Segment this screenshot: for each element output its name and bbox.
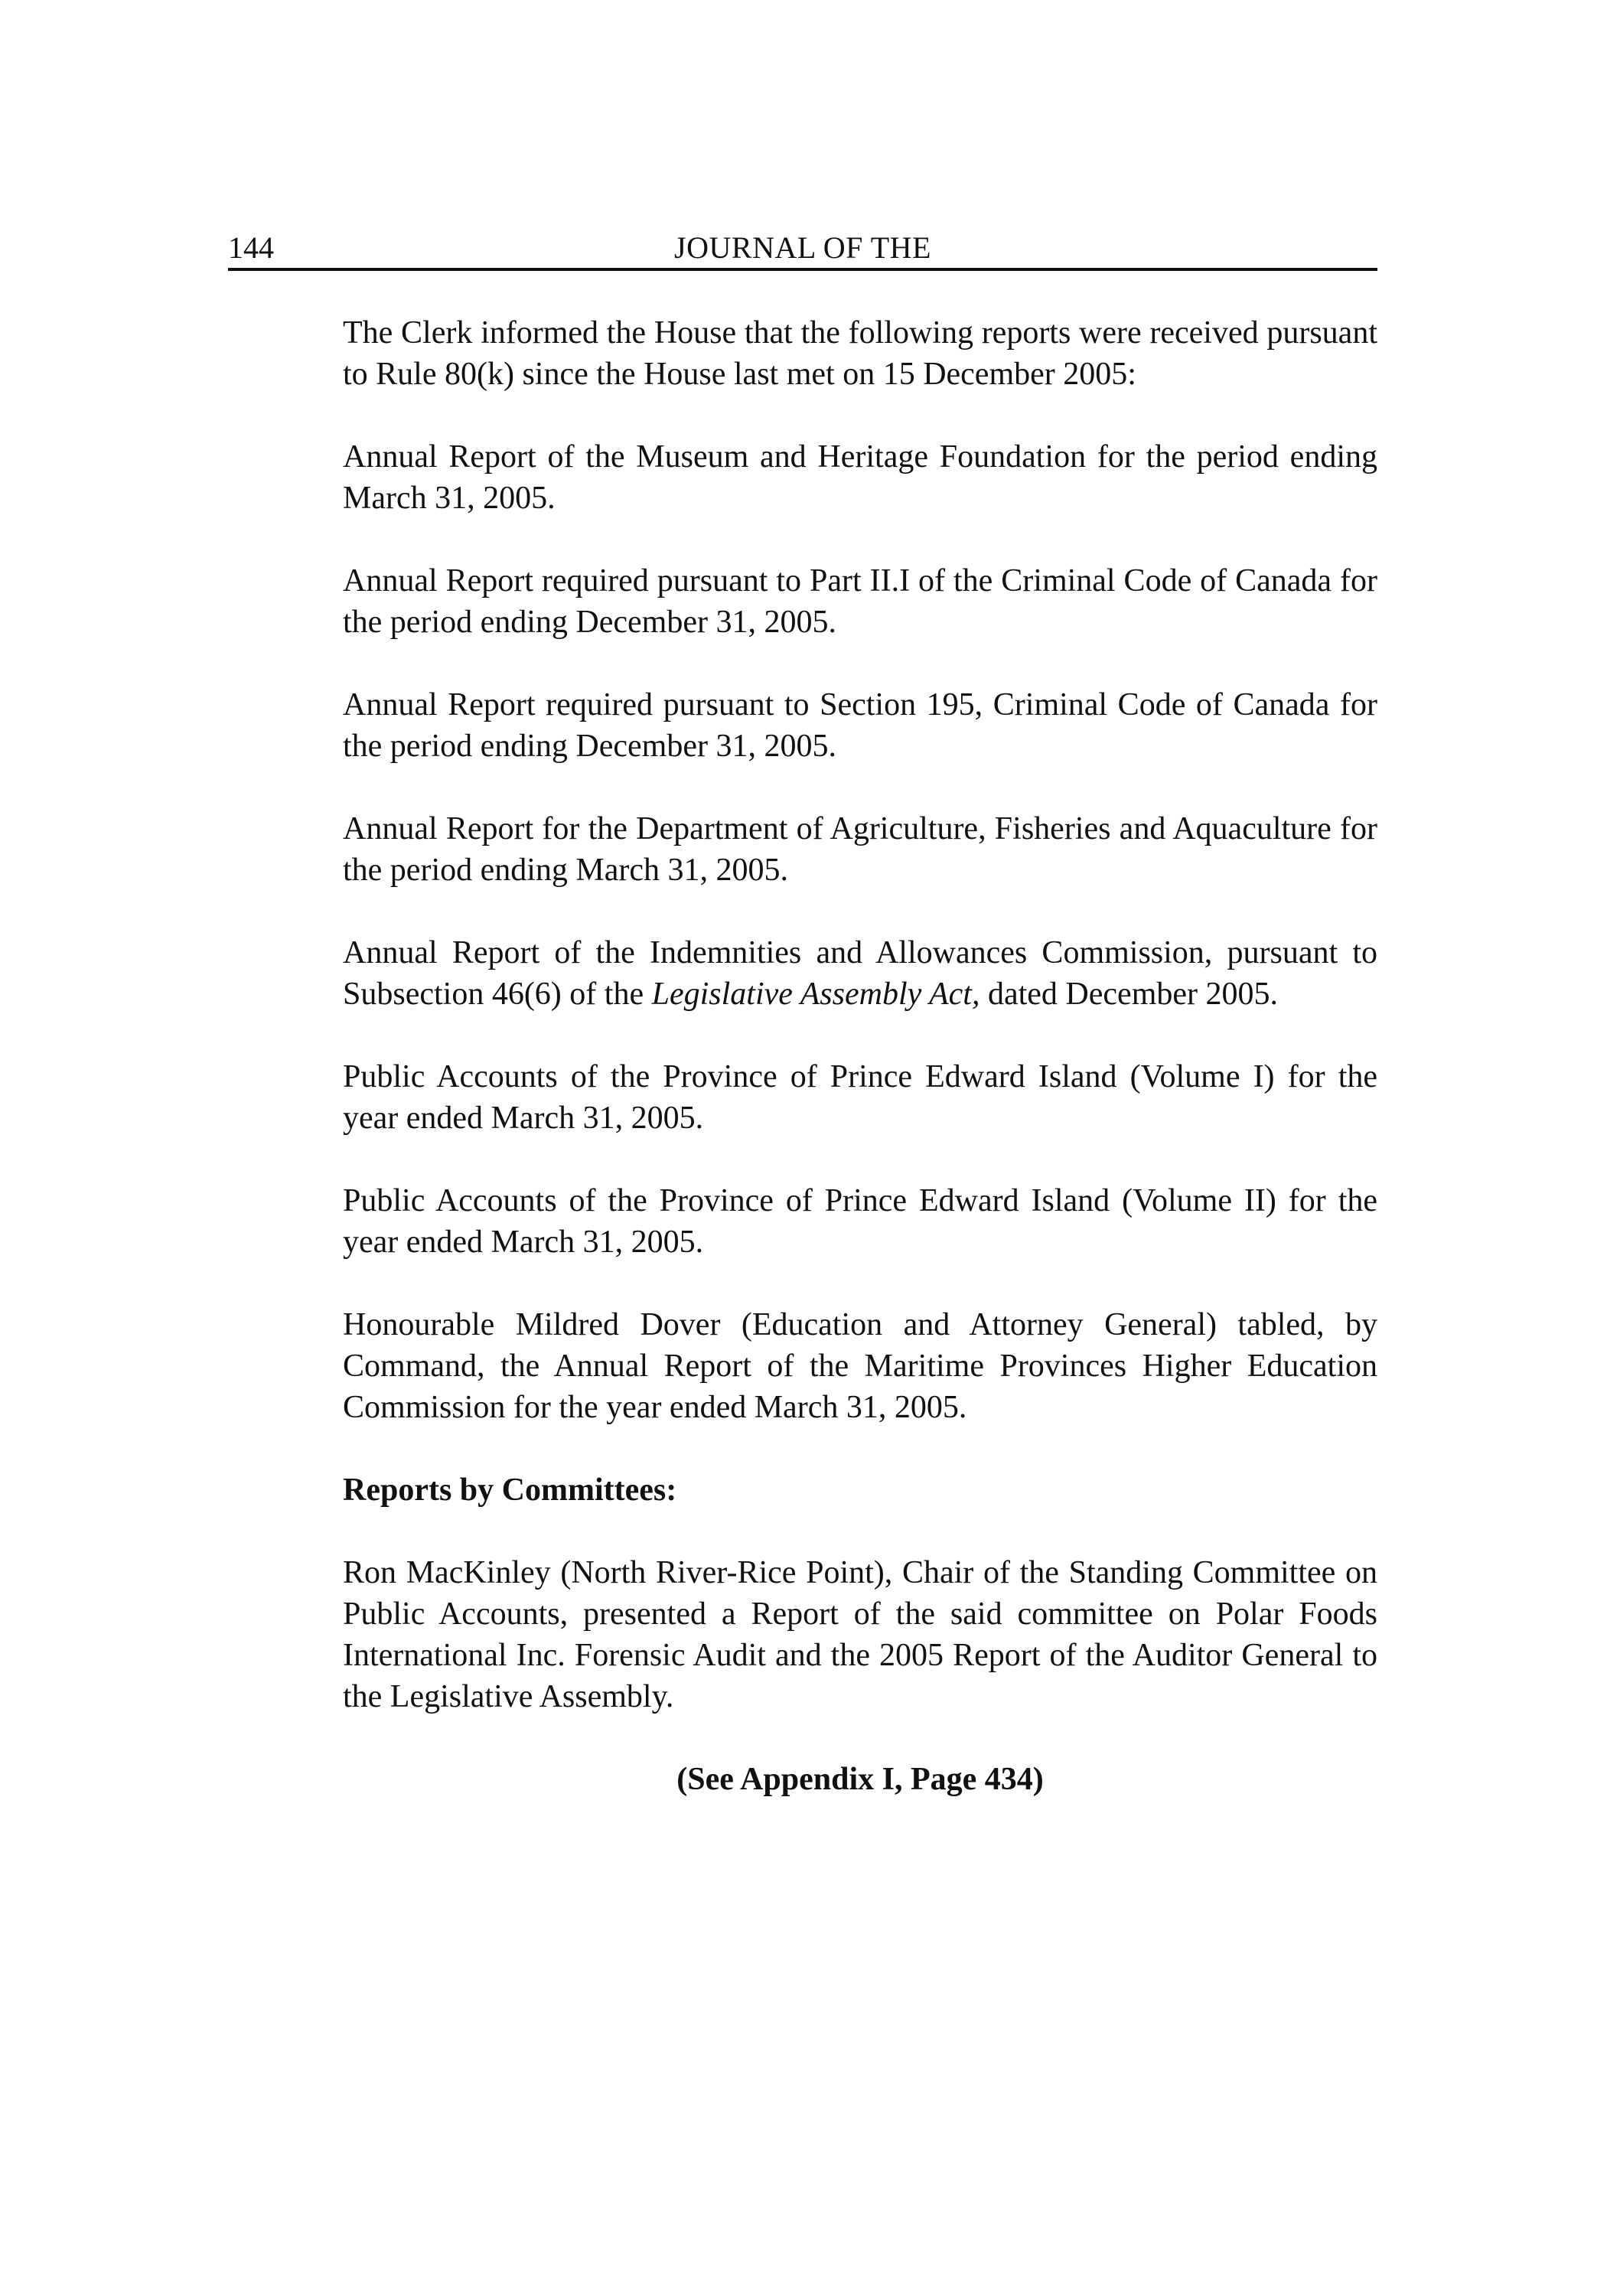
public-accounts-volume-ii: Public Accounts of the Province of Prince Edward Island (Volume II) for the year ended March 31, 2005.: [343, 1183, 1377, 1260]
running-title: JOURNAL OF THE: [674, 230, 931, 265]
appendix-reference: (See Appendix I, Page 434): [676, 1762, 1044, 1797]
journal-body: [343, 312, 1377, 1800]
committees-heading: Reports by Committees:: [343, 1473, 677, 1508]
public-accounts-committee-report: Ron MacKinley (North River-Rice Point), Chair of the Standing Committee on Public Accounts, presented a Report of the said committee on Polar Foods International Inc. Forensic Audit and the 2005 Report of the Auditor General to the Legislative Assembly.: [343, 1555, 1377, 1714]
legislative-assembly-act-title: Legislative Assembly Act,: [651, 977, 980, 1012]
report-indemnities-allowances: [343, 932, 1377, 1015]
report-criminal-code-section-195: Annual Report required pursuant to Section 195, Criminal Code of Canada for the period ending December 31, 2005.: [343, 687, 1377, 764]
tabled-higher-education-report: Honourable Mildred Dover (Education and Attorney General) tabled, by Command, the Annual Report of the Maritime Provinces Higher Education Commission for the year ended March 31, 2005.: [343, 1307, 1377, 1425]
public-accounts-volume-i: Public Accounts of the Province of Prince Edward Island (Volume I) for the year ended March 31, 2005.: [343, 1059, 1377, 1136]
clerk-intro-paragraph: The Clerk informed the House that the following reports were received pursuant to Rule 80(k) since the House last met on 15 December 2005:: [343, 315, 1377, 392]
indemnities-text-end: dated December 2005.: [980, 977, 1278, 1012]
page-number: 144: [228, 230, 274, 265]
indemnities-text-start: Annual Report of the Indemnities and Allowances Commission, pursuant to Subsection 46(6) of the: [343, 935, 1377, 1012]
report-museum-heritage: Annual Report of the Museum and Heritage Foundation for the period ending March 31, 2005.: [343, 439, 1377, 516]
running-header: [228, 228, 1377, 271]
report-agriculture-fisheries: Annual Report for the Department of Agriculture, Fisheries and Aquaculture for the period ending March 31, 2005.: [343, 811, 1377, 888]
report-criminal-code-part-ii-i: Annual Report required pursuant to Part II.I of the Criminal Code of Canada for the period ending December 31, 2005.: [343, 563, 1377, 640]
